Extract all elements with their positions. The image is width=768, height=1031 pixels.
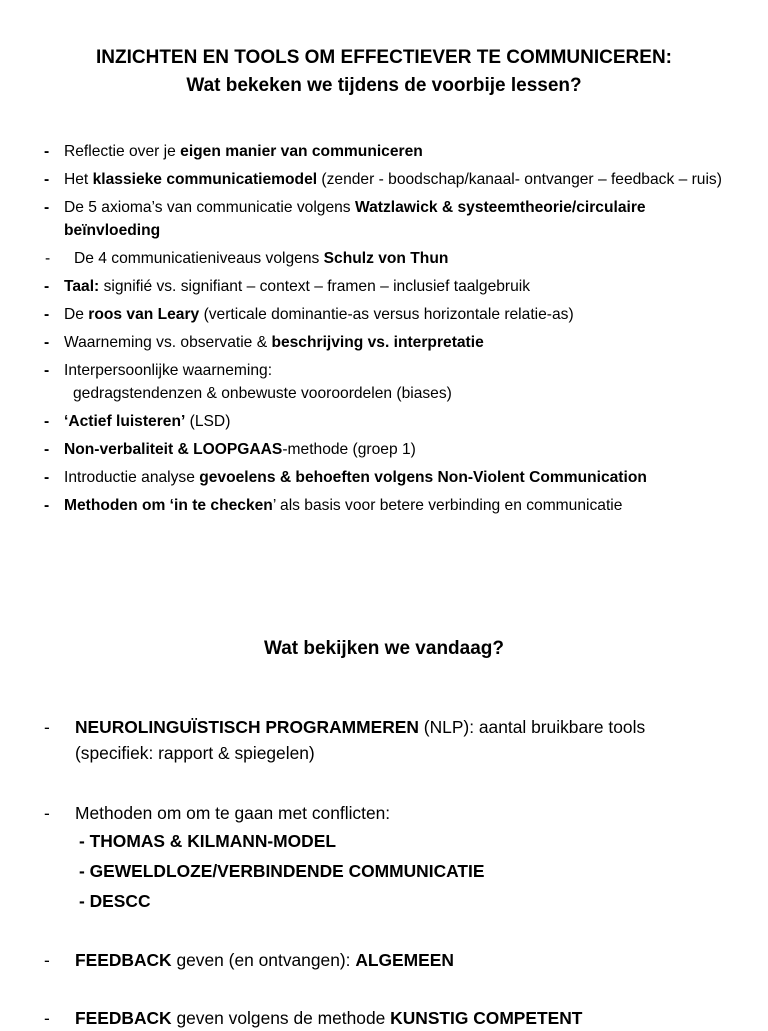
bullet-dash: - [44,170,50,188]
list-item: - ‘Actief luisteren’ (LSD) [0,410,768,434]
list-item: - Introductie analyse gevoelens & behoeften volgens Non-Violent Communication [0,466,768,490]
title-line-1: INZICHTEN EN TOOLS OM EFFECTIEVER TE COMMUNICEREN: [96,47,672,68]
list-item-subline: gedragstendenzen & onbewuste vooroordelen (biases) [73,385,452,403]
list-item: - Interpersoonlijke waarneming: gedragstendenzen & onbewuste vooroordelen (biases) [0,359,768,406]
bullet-dash: - [44,803,50,823]
list-item-feedback-general: - FEEDBACK geven (en ontvangen): ALGEMEEN [0,947,768,973]
bullet-dash: - [45,250,51,268]
bullet-dash: - [44,198,50,216]
list-item: - De 5 axioma’s van communicatie volgens Watzlawick & systeemtheorie/circulaire beïnvloeding [0,196,768,243]
bullet-dash: - [44,441,50,459]
conflict-method: - THOMAS & KILMANN-MODEL [79,831,336,851]
bullet-dash: - [44,1008,50,1028]
list-item-conflicts: - Methoden om om te gaan met conflicten: - THOMAS & KILMANN-MODEL - GEWELDLOZE/VERBINDENDE COMMUNICATIE - DESCC [0,800,768,916]
bullet-dash: - [44,413,50,431]
bullet-dash: - [44,496,50,514]
list-item: - De 4 communicatieniveaus volgens Schulz von Thun [0,247,768,271]
bullet-dash: - [44,717,50,737]
list-item: - Reflectie over je eigen manier van communiceren [0,140,768,164]
bullet-dash: - [44,950,50,970]
list-item: - Non-verbaliteit & LOOPGAAS-methode (groep 1) [0,438,768,462]
bullet-dash: - [44,143,50,160]
page-title [0,44,768,100]
bullet-dash: - [44,468,50,486]
section-title-today: Wat bekijken we vandaag? [263,638,505,659]
list-item: - Waarneming vs. observatie & beschrijving vs. interpretatie [0,331,768,355]
list-item: - Taal: signifié vs. signifiant – context – framen – inclusief taalgebruik [0,275,768,299]
bullet-dash: - [44,333,50,351]
list-item-feedback-method: - FEEDBACK geven volgens de methode KUNSTIG COMPETENT [0,1005,768,1031]
conflict-method: - DESCC [79,891,151,911]
bullet-dash: - [44,278,50,296]
list-item: - Methoden om ‘in te checken’ als basis voor betere verbinding en communicatie [0,494,768,518]
bullet-dash: - [44,361,50,379]
list-item: - De roos van Leary (verticale dominantie-as versus horizontale relatie-as) [0,303,768,327]
today-list [0,714,768,1031]
list-item: - Het klassieke communicatiemodel (zender - boodschap/kanaal- ontvanger – feedback – ruis) [0,168,768,192]
conflict-method: - GEWELDLOZE/VERBINDENDE COMMUNICATIE [79,861,485,881]
bullet-dash: - [44,305,50,323]
list-item-nlp: - NEUROLINGUÏSTISCH PROGRAMMEREN (NLP): aantal bruikbare tools (specifiek: rapport & spiegelen) [0,714,768,766]
past-lessons-list [0,140,768,522]
title-line-2: Wat bekeken we tijdens de voorbije lessen? [186,75,582,96]
